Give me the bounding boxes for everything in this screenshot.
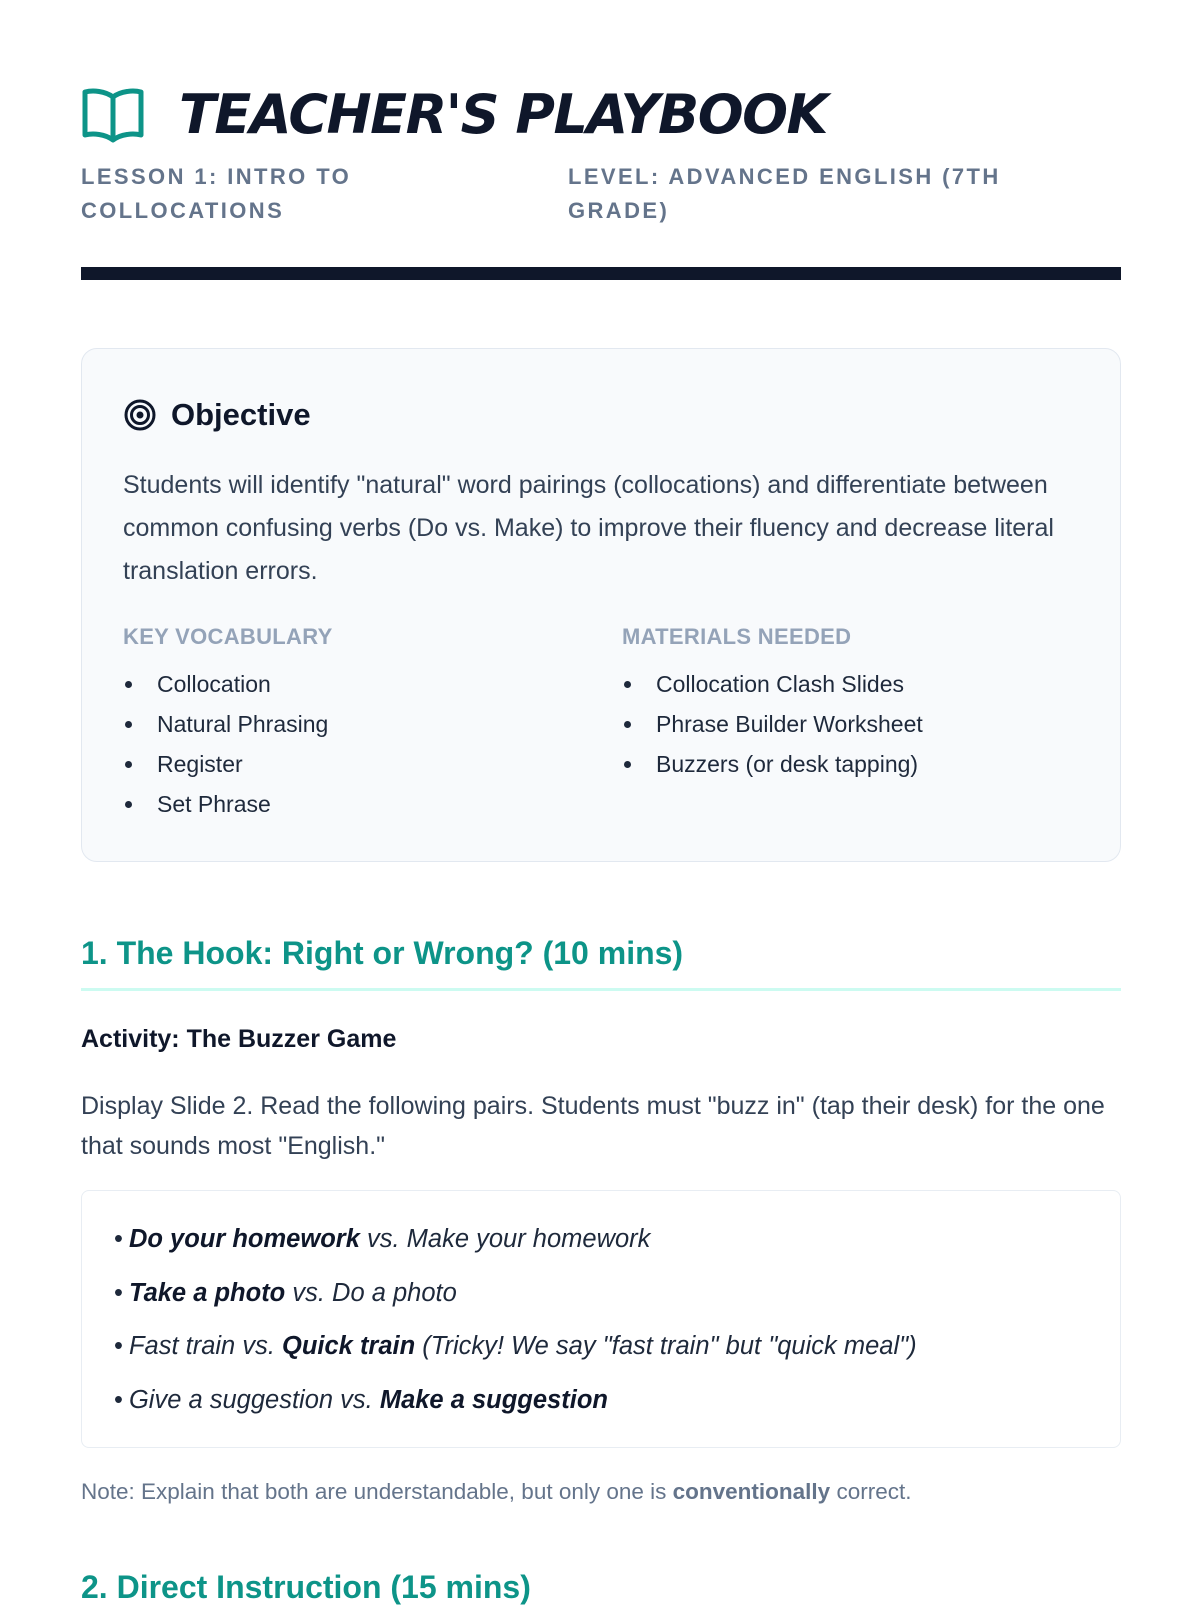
list-item: Collocation Clash Slides [622,664,1062,704]
materials-heading: MATERIALS NEEDED [622,624,852,649]
teacher-note [81,1476,1121,1508]
target-icon [123,398,157,432]
list-item: Buzzers (or desk tapping) [622,744,1062,784]
list-item: Natural Phrasing [123,704,563,744]
pair-option: Do your homework [128,1225,360,1253]
note-text-end: correct. [830,1479,912,1504]
pair-item: • Fast train vs. Quick train (Tricky! We say "fast train" but "quick meal") [114,1332,917,1360]
pair-option: Make a suggestion [379,1385,608,1414]
materials-list [622,664,1062,784]
header [81,82,1121,223]
section-1-title: 1. The Hook: Right or Wrong? (10 mins) [81,935,684,971]
pair-option: Do a photo [332,1278,457,1307]
objective-header [123,395,311,435]
materials-needed [622,622,1062,784]
activity-instruction: Display Slide 2. Read the following pairs. Students must "buzz in" (tap their desk) for the one that sounds most "English." [81,1092,1105,1160]
pair-item: • Do your homework vs. Make your homework [114,1225,651,1253]
vocab-heading: KEY VOCABULARY [123,624,333,649]
activity-title: Activity: The Buzzer Game [81,1025,397,1053]
pair-item: • Take a photo vs. Do a photo [114,1278,457,1307]
pair-separator: vs. [359,1225,407,1253]
page-title: TEACHER'S PLAYBOOK [179,83,827,146]
pairs-list [82,1191,1120,1427]
key-vocabulary [123,622,563,824]
note-emphasis: conventionally [672,1479,831,1504]
header-divider [81,267,1121,280]
book-open-icon [81,85,145,145]
pair-option: Take a photo [128,1278,286,1307]
pair-separator: vs. [333,1385,380,1414]
pair-separator: vs. [235,1332,282,1360]
list-item: Collocation [123,664,563,704]
pair-option: Fast train [128,1332,236,1360]
note-text: Note: Explain that both are understandable, but only one is [81,1479,673,1504]
list-item: Register [123,744,563,784]
pair-note: (Tricky! We say "fast train" but "quick meal") [415,1332,917,1360]
objective-text: Students will identify "natural" word pairings (collocations) and differentiate between common confusing verbs (Do vs. Make) to improve their fluency and decrease literal translation errors. [123,471,1054,585]
section-2-title: 2. Direct Instruction (15 mins) [81,1569,531,1605]
objective-card [81,348,1121,862]
list-item: Phrase Builder Worksheet [622,704,1062,744]
vocab-list [123,664,563,824]
pair-option: Quick train [282,1332,416,1360]
title-row [81,82,1121,148]
level-label: LEVEL: ADVANCED ENGLISH (7TH GRADE) [568,164,1001,223]
lesson-label: LESSON 1: INTRO TO COLLOCATIONS [81,164,352,223]
pair-option: Give a suggestion [128,1385,334,1414]
section-divider [81,988,1121,991]
list-item: Set Phrase [123,784,563,824]
objective-title: Objective [171,397,311,432]
pair-separator: vs. [285,1278,333,1307]
pairs-box [81,1190,1121,1448]
pair-item: • Give a suggestion vs. Make a suggestion [114,1385,608,1414]
pair-option: Make your homework [406,1225,651,1253]
